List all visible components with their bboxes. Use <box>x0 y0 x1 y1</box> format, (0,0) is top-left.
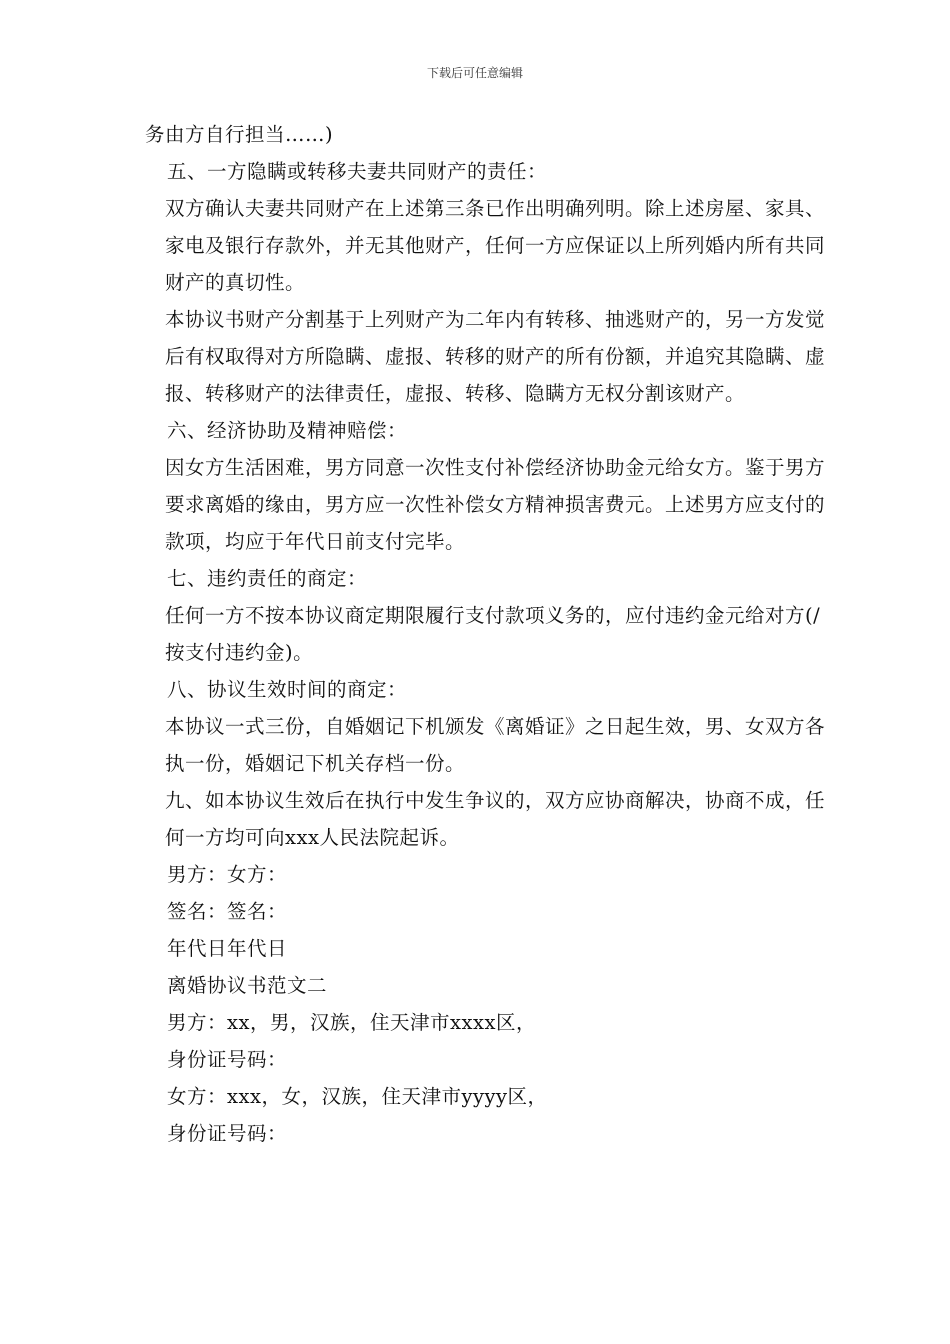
paragraph: 双方确认夫妻共同财产在上述第三条已作出明确列明。除上述房屋、家具、家电及银行存款外，并无其他财产，任何一方应保证以上所列婚内所有共同财产的真切性。 <box>165 197 826 294</box>
paragraph: 九、如本协议生效后在执行中发生争议的，双方应协商解决，协商不成，任何一方均可向xxx人民法院起诉。 <box>165 789 826 849</box>
page-header <box>0 66 950 80</box>
header-note: 下载后可任意编辑 <box>426 66 523 80</box>
paragraph: 因女方生活困难，男方同意一次性支付补偿经济协助金元给女方。鉴于男方要求离婚的缘由，男方应一次性补偿女方精神损害费元。上述男方应支付的款项，均应于年代日前支付完毕。 <box>165 456 826 553</box>
paragraph-continuation: 务由方自行担当……) <box>145 123 334 146</box>
party-female-id: 身份证号码： <box>167 1122 288 1145</box>
signature-dates: 年代日年代日 <box>167 937 288 960</box>
paragraph: 本协议书财产分割基于上列财产为二年内有转移、抽逃财产的，另一方发觉后有权取得对方所隐瞒、虚报、转移的财产的所有份额，并追究其隐瞒、虚报、转移财产的法律责任，虚报、转移、隐瞒方无权分割该财产。 <box>165 308 826 405</box>
paragraph: 任何一方不按本协议商定期限履行支付款项义务的，应付违约金元给对方(/按支付违约金)。 <box>165 604 821 664</box>
party-male-info: 男方：xx，男，汉族，住天津市xxxx区， <box>167 1011 536 1034</box>
document-body <box>145 116 835 1152</box>
party-female-info: 女方：xxx，女，汉族，住天津市yyyy区， <box>167 1085 548 1108</box>
paragraph: 本协议一式三份，自婚姻记下机颁发《离婚证》之日起生效，男、女双方各执一份，婚姻记下机关存档一份。 <box>165 715 826 775</box>
party-male-id: 身份证号码： <box>167 1048 288 1071</box>
section-heading-7: 七、违约责任的商定： <box>167 567 368 590</box>
sample-title: 离婚协议书范文二 <box>167 974 328 997</box>
signature-parties: 男方：女方： <box>167 863 288 886</box>
section-heading-8: 八、协议生效时间的商定： <box>167 678 408 701</box>
section-heading-5: 五、一方隐瞒或转移夫妻共同财产的责任： <box>167 160 548 183</box>
section-heading-6: 六、经济协助及精神赔偿： <box>167 419 408 442</box>
signature-labels: 签名：签名： <box>167 900 288 923</box>
